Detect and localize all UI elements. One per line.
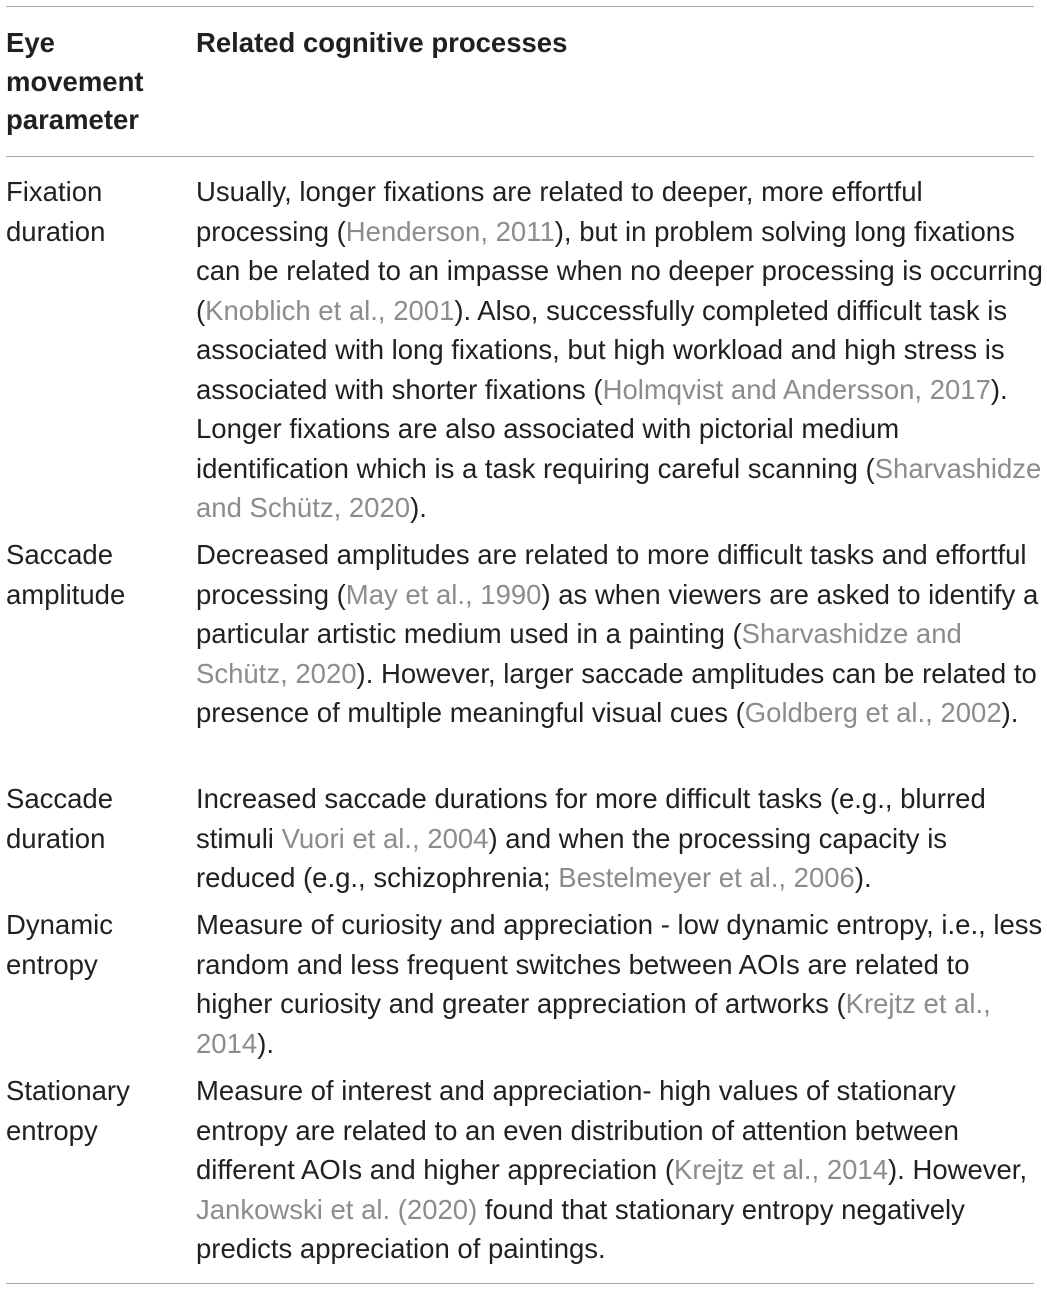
citation-link[interactable]: Sharvashidze and Schütz, 2020 — [196, 618, 962, 689]
param-cell: Dynamic entropy — [6, 909, 113, 980]
text-segment: Increased saccade durations for more difficult tasks (e.g., blurred stimuli — [196, 783, 986, 854]
header-eye-movement-parameter: Eye movement parameter — [6, 27, 144, 135]
description-cell — [196, 1071, 1044, 1269]
citation-link[interactable]: Krejtz et al., 2014 — [674, 1154, 889, 1185]
table-top-rule — [6, 6, 1034, 7]
text-segment: ) as when viewers are asked to identify a particular artistic medium used in a painting ( — [196, 578, 1039, 649]
text-segment: ). Also, successfully completed difficult task is associated with long fixations, but high workload and high stress is associated with shorter fixations ( — [196, 294, 1008, 405]
param-cell: Saccade duration — [6, 783, 114, 854]
citation-link[interactable]: Henderson, 2011 — [345, 215, 555, 247]
text-segment: ). However, — [888, 1154, 1028, 1185]
description-cell — [196, 535, 1044, 733]
citation-link[interactable]: Knoblich et al., 2001 — [205, 294, 455, 326]
text-segment: found that stationary entropy negatively predicts appreciation of paintings. — [196, 1193, 965, 1264]
param-cell: Saccade amplitude — [6, 539, 126, 610]
citation-link[interactable]: Holmqvist and Andersson, 2017 — [602, 373, 991, 405]
text-segment: Measure of interest and appreciation- high values of stationary entropy are related to an even distribution of attention between different AOIs and higher appreciation ( — [196, 1075, 959, 1185]
text-segment: Usually, longer fixations are related to deeper, more effortful processing ( — [196, 176, 923, 247]
text-segment: ). — [854, 862, 872, 893]
citation-link[interactable]: Bestelmeyer et al., 2006 — [558, 862, 855, 893]
text-segment: Measure of curiosity and appreciation - low dynamic entropy, i.e., less random and less frequent switches between AOIs are related to higher curiosity and greater appreciation of artworks ( — [196, 909, 1043, 1019]
citation-link[interactable]: Krejtz et al., 2014 — [196, 988, 991, 1059]
text-segment: ). Longer fixations are also associated with pictorial medium identification which is a task requiring careful scanning ( — [196, 373, 1008, 484]
param-cell: Fixation duration — [6, 176, 106, 247]
citation-link[interactable]: Vuori et al., 2004 — [281, 822, 489, 854]
param-cell: Stationary entropy — [6, 1075, 130, 1146]
text-segment: Decreased amplitudes are related to more difficult tasks and effortful processing ( — [196, 539, 1027, 610]
text-segment: ) and when the processing capacity is reduced (e.g., schizophrenia; — [196, 822, 948, 893]
citation-link[interactable]: Sharvashidze and Schütz, 2020 — [196, 452, 1042, 523]
header-related-cognitive-processes: Related cognitive processes — [196, 27, 568, 58]
text-segment: ). — [257, 1027, 274, 1059]
table-header-rule — [6, 156, 1034, 157]
text-segment: ). — [1001, 697, 1019, 728]
text-segment: ), but in problem solving long fixations can be related to an impasse when no deeper processing is occurring ( — [196, 215, 1043, 326]
citation-link[interactable]: Jankowski et al. (2020) — [196, 1193, 478, 1225]
description-cell — [196, 172, 1044, 528]
table-bottom-rule — [6, 1283, 1034, 1284]
text-segment: ). — [410, 492, 427, 523]
description-cell — [196, 905, 1044, 1063]
citation-link[interactable]: Goldberg et al., 2002 — [744, 697, 1002, 728]
text-segment: ). However, larger saccade amplitudes can be related to presence of multiple meaningful visual cues ( — [196, 657, 1037, 728]
citation-link[interactable]: May et al., 1990 — [345, 578, 542, 610]
description-cell — [196, 779, 1044, 898]
